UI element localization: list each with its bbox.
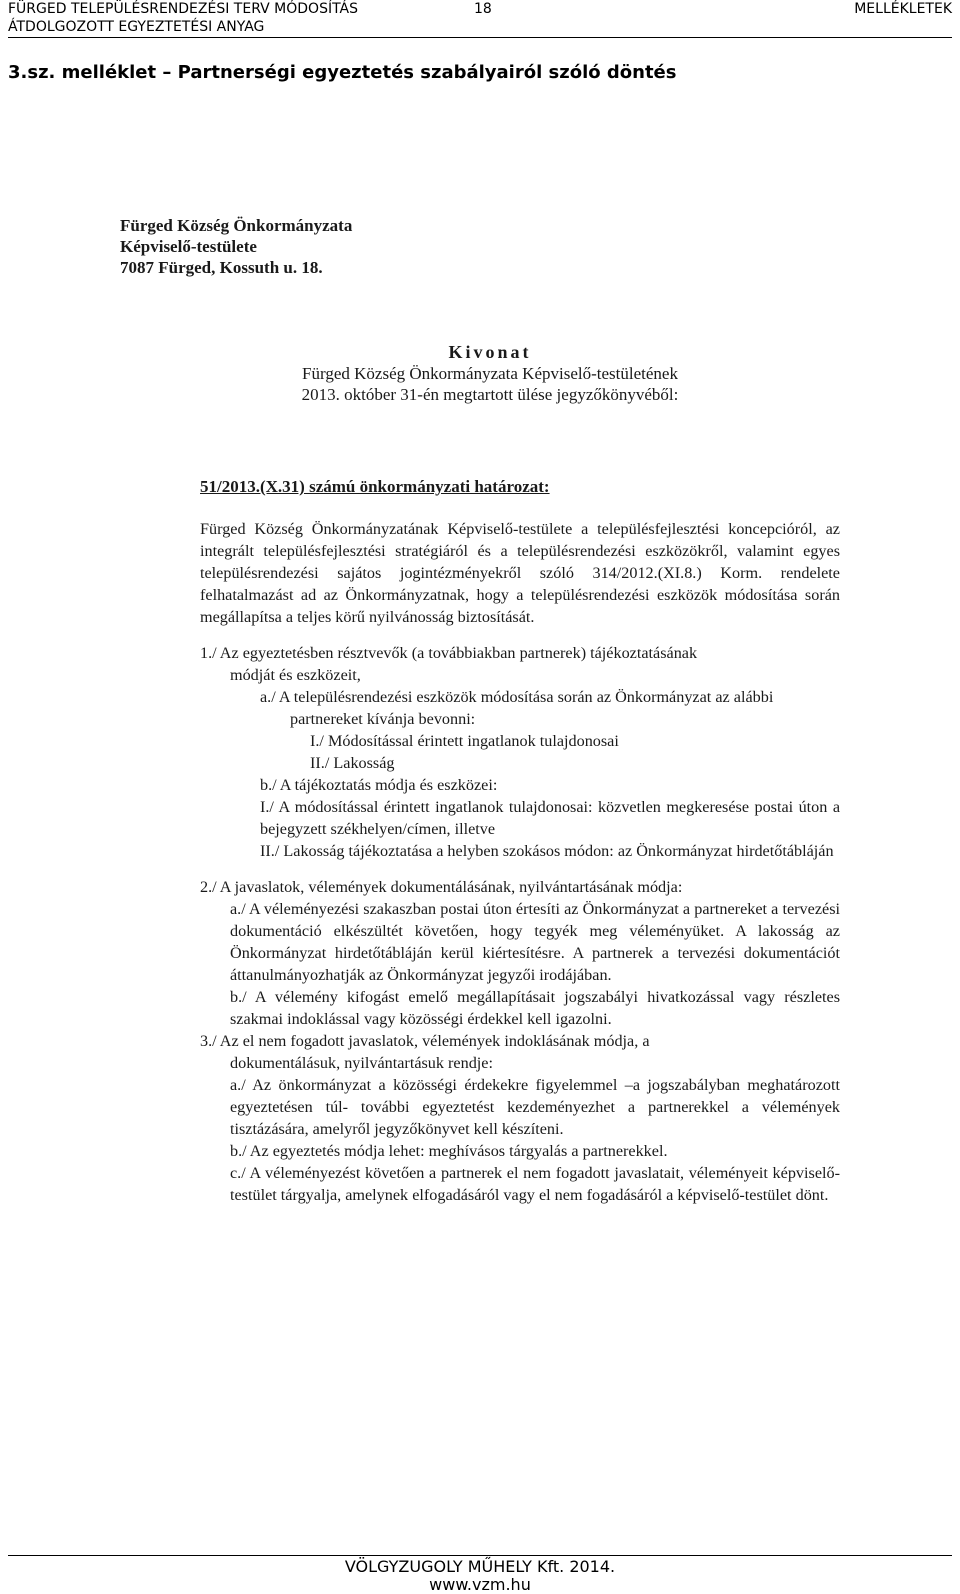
annex-title: 3.sz. melléklet – Partnerségi egyeztetés szabályairól szóló döntés xyxy=(8,62,677,83)
page-header xyxy=(8,1,952,18)
extract-heading xyxy=(220,342,760,405)
footer-divider xyxy=(8,1555,952,1556)
section-1-title-b: módját és eszközeit, xyxy=(230,666,361,684)
header-section: MELLÉKLETEK xyxy=(854,1,952,17)
section-3-c: c./ A véleményezést követően a partnerek el nem fogadott javaslatait, véleményeit képviselő-testület tárgyalja, amelynek elfogadásáról vagy el nem fogadásáról a képviselő-testület dönt. xyxy=(230,1164,840,1204)
header-document-title: FÜRGED TELEPÜLÉSRENDEZÉSI TERV MÓDOSÍTÁS xyxy=(8,1,359,17)
section-1 xyxy=(200,642,840,862)
header-subtitle: ÁTDOLGOZOTT EGYEZTETÉSI ANYAG xyxy=(8,19,265,35)
footer-company: VÖLGYZUGOLY MŰHELY Kft. 2014. xyxy=(344,1557,616,1576)
extract-title: Kivonat xyxy=(448,342,532,362)
extract-line-2: 2013. október 31-én megtartott ülése jegyzőkönyvéből: xyxy=(301,385,679,404)
section-1-a-line-2: partnereket kívánja bevonni: xyxy=(290,710,476,728)
section-1-title-a: 1./ Az egyeztetésben résztvevők (a továbbiakban partnerek) tájékoztatásának xyxy=(200,644,698,662)
sender-address: 7087 Fürged, Kossuth u. 18. xyxy=(120,258,323,277)
section-2 xyxy=(200,876,840,1030)
sender-body: Képviselő-testülete xyxy=(120,237,257,256)
resolution-intro: Fürged Község Önkormányzatának Képviselő-testülete a településfejlesztési koncepcióról, az integrált településfejlesztési stratégiáról és a településrendezési eszközökről, valamint egyes településrendezési sajátos jogintézményekről szóló 314/2012.(XI.8.) Korm. rendelete felhatalmazást ad az Önkormányzatnak, hogy a településrendezési eszközök módosítása során megállapítsa a teljes körű nyilvánosság biztosítását. xyxy=(200,520,840,626)
sender-block xyxy=(120,215,850,278)
scanned-extract xyxy=(120,215,850,1206)
sender-name: Fürged Község Önkormányzata xyxy=(120,216,353,235)
section-3-a: a./ Az önkormányzat a közösségi érdekekre figyelemmel –a jogszabályban meghatározott egyeztetésen túl- további egyeztetést kezdeményezhet a partnerekkel a vélemények tisztázására, amelyről jegyzőkönyvet kell készíteni. xyxy=(230,1076,840,1138)
section-1-b-item-2: II./ Lakosság tájékoztatása a helyben szokásos módon: az Önkormányzat hirdetőtábláján xyxy=(260,842,834,860)
section-1-b: b./ A tájékoztatás módja és eszközei: xyxy=(260,776,498,794)
section-3-b: b./ Az egyeztetés módja lehet: meghívásos tárgyalás a partnerekkel. xyxy=(230,1142,668,1160)
section-2-title: 2./ A javaslatok, vélemények dokumentálásának, nyilvántartásának módja: xyxy=(200,878,683,896)
section-3-title-a: 3./ Az el nem fogadott javaslatok, vélemények indoklásának módja, a xyxy=(200,1032,650,1050)
section-3-title-b: dokumentálásuk, nyilvántartásuk rendje: xyxy=(230,1054,493,1072)
section-1-b-item-1: I./ A módosítással érintett ingatlanok tulajdonosai: közvetlen megkeresése postai úton a bejegyzett székhelyen/címen, illetve xyxy=(260,798,840,838)
header-divider xyxy=(8,37,952,38)
section-1-a-item-2: II./ Lakosság xyxy=(310,754,395,772)
section-2-a: a./ A véleményezési szakaszban postai úton értesíti az Önkormányzat a partnereket a tervezési dokumentáció elkészültét követően, hogy tegyék meg véleményüket. A lakosság az Önkormányzat hirdetőtábláján kerül kiértesítésre. A partnerek a tervezési dokumentációt áttanulmányozhatják az Önkormányzat jegyzői irodájában. xyxy=(230,900,840,984)
footer-website-link[interactable]: www.vzm.hu xyxy=(429,1575,531,1594)
section-2-b: b./ A vélemény kifogást emelő megállapításait jogszabályi hivatkozással vagy részletes szakmai indoklással vagy közösségi érdekkel kell igazolni. xyxy=(230,988,840,1028)
resolution-body xyxy=(200,518,840,1206)
extract-line-1: Fürged Község Önkormányzata Képviselő-testületének xyxy=(302,364,678,383)
section-1-a-item-1: I./ Módosítással érintett ingatlanok tulajdonosai xyxy=(310,732,619,750)
section-3 xyxy=(200,1030,840,1206)
resolution-title: 51/2013.(X.31) számú önkormányzati határozat: xyxy=(200,477,550,496)
page-number: 18 xyxy=(474,1,492,17)
section-1-a-line-1: a./ A településrendezési eszközök módosítása során az Önkormányzat az alábbi xyxy=(260,688,774,706)
